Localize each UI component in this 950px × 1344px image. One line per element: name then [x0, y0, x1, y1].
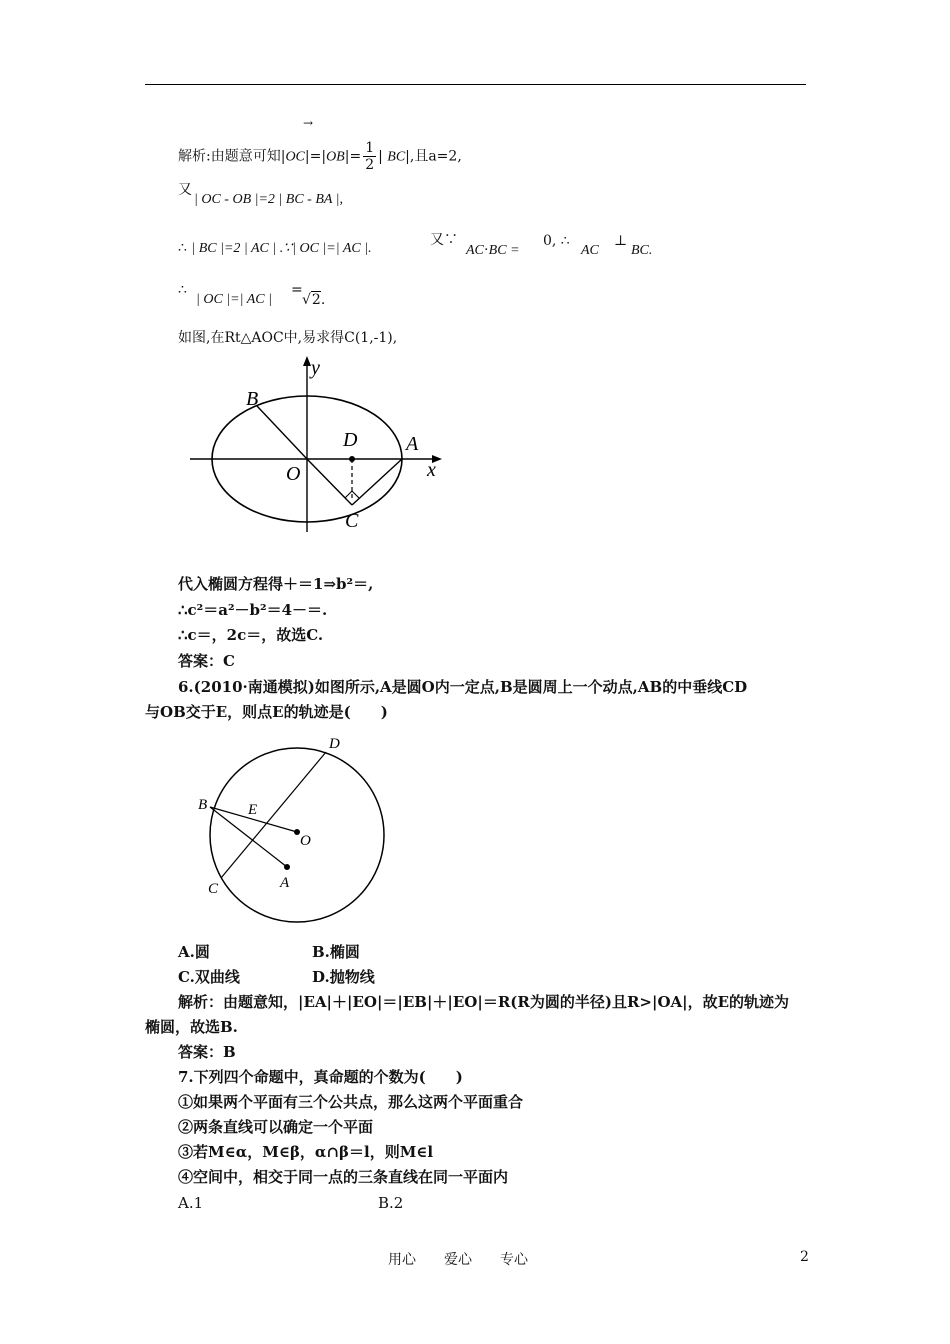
- statement-4: ④空间中，相交于同一点的三条直线在同一平面内: [178, 1168, 509, 1186]
- label-b: B: [198, 797, 208, 813]
- option-6-a: A.圆: [178, 943, 210, 961]
- dot-zero: 0, ∴: [543, 233, 570, 249]
- point-d: [349, 456, 355, 462]
- dot-product: AC⋅BC =: [466, 243, 520, 258]
- label-o: O: [300, 833, 311, 849]
- perp-symbol: ⊥: [614, 233, 628, 249]
- segment-ca: [352, 459, 402, 505]
- label-y: y: [311, 357, 320, 379]
- question-6-line-1: 6.(2010·南通模拟)如图所示,A是圆O内一定点,B是圆周上一个动点,AB的中垂线CD: [178, 678, 748, 696]
- label-x: x: [427, 459, 436, 481]
- label-c: C: [345, 510, 359, 532]
- circle-figure: [190, 730, 400, 930]
- option-6-d: D.抛物线: [312, 968, 375, 986]
- footer-motto: 用心 爱心 专心: [388, 1252, 528, 1268]
- solution-6-line-2: 椭圆，故选B.: [145, 1018, 238, 1036]
- solution-line-4-therefore: ∴: [178, 282, 187, 298]
- option-7-a: A.1: [178, 1194, 204, 1212]
- question-7-stem: 7.下列四个命题中，真命题的个数为( ): [178, 1068, 463, 1086]
- sqrt-two: √2.: [302, 292, 326, 308]
- statement-3: ③若M∈α，M∈β，α∩β＝l，则M∈l: [178, 1143, 434, 1161]
- option-6-b: B.椭圆: [312, 943, 360, 961]
- solution-6-line-1: 解析：由题意知，|EA|＋|EO|＝|EB|＋|EO|＝R(R为圆的半径)且R>|OA|，故E的轨迹为: [178, 993, 790, 1011]
- question-6-line-2: 与OB交于E，则点E的轨迹是( ): [145, 703, 388, 721]
- para-substitute: 代入椭圆方程得＋＝1⇒b²＝,: [178, 575, 374, 593]
- solution-line-4-eq: =: [291, 282, 303, 298]
- ellipse-figure: [180, 350, 460, 540]
- para-c-squared: ∴c²＝a²－b²＝4－＝.: [178, 601, 328, 619]
- answer-6: 答案：B: [178, 1043, 236, 1061]
- label-a: A: [406, 433, 419, 455]
- answer-5: 答案：C: [178, 652, 235, 670]
- label-d: D: [343, 429, 358, 451]
- fraction-half: $\frac{1}{2}$: [365, 140, 375, 173]
- solution-line-4: | OC |=| AC |: [196, 292, 272, 307]
- statement-2: ②两条直线可以确定一个平面: [178, 1118, 374, 1136]
- label-o: O: [286, 463, 301, 485]
- label-a: A: [280, 875, 290, 891]
- page-number: 2: [800, 1249, 809, 1265]
- y-axis-arrow: [303, 356, 311, 366]
- label-b: B: [246, 388, 259, 410]
- vector-arrow: →: [303, 116, 314, 130]
- solution-line-5: 如图,在Rt△AOC中,易求得C(1,-1),: [178, 330, 398, 346]
- para-choose-c: ∴c＝，2c＝，故选C.: [178, 626, 324, 644]
- solution-line-3: ∴ | BC |=2 | AC | .∵| OC |=| AC |.: [178, 240, 372, 256]
- option-6-c: C.双曲线: [178, 968, 240, 986]
- header-rule: [145, 84, 806, 85]
- perp-bc: BC.: [631, 243, 653, 258]
- label-d: D: [329, 736, 340, 752]
- label-e: E: [248, 802, 258, 818]
- perp-ac: AC: [581, 243, 599, 258]
- solution-line-1: 解析:由题意可知|OC|=|OB|= $\frac{1}{2}$ | BC|,且a=2,: [178, 140, 462, 173]
- solution-line-2: | OC - OB |=2 | BC - BA |,: [194, 192, 344, 207]
- solution-line-2-label: 又: [178, 182, 192, 198]
- solution-line-3-because: 又∵: [430, 232, 458, 248]
- statement-1: ①如果两个平面有三个公共点，那么这两个平面重合: [178, 1093, 524, 1111]
- segment-bo: [257, 406, 307, 459]
- point-a: [284, 864, 290, 870]
- label-c: C: [208, 881, 219, 897]
- option-7-b: B.2: [378, 1194, 404, 1212]
